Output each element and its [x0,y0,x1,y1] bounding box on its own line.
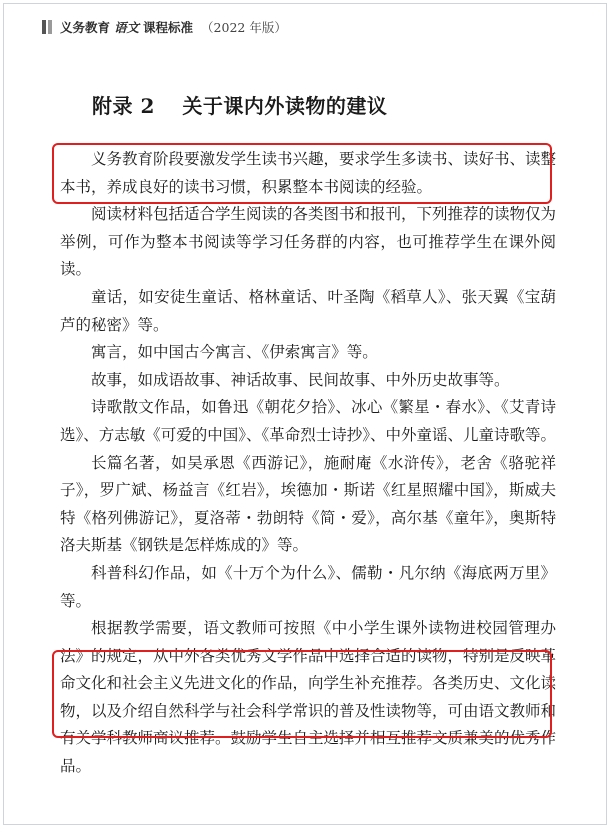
paragraph: 义务教育阶段要激发学生读书兴趣，要求学生多读书、读好书、读整本书，养成良好的读书习惯，积累整本书阅读的经验。 [60,150,557,196]
paragraph: 长篇名著，如吴承恩《西游记》，施耐庵《水浒传》，老舍《骆驼祥子》，罗广斌、杨益言《红岩》，埃德加・斯诺《红星照耀中国》，斯威夫特《格列佛游记》，夏洛蒂・勃朗特《简・爱》，高尔基《童年》，奥斯特洛夫斯基《钢铁是怎样炼成的》等。 [60,453,556,555]
header-edition: （2022 年版） [201,20,287,35]
paragraph: 诗歌散文作品，如鲁迅《朝花夕拾》、冰心《繁星・春水》、《艾青诗选》、方志敏《可爱的中国》、《革命烈士诗抄》、中外童谣、儿童诗歌等。 [60,398,557,444]
highlight-box-teacher-recommendation [52,650,552,738]
paragraph: 科普科幻作品，如《十万个为什么》、儒勒・凡尔纳《海底两万里》等。 [60,563,556,610]
header-subject: 语文 [114,20,140,35]
paragraph: 根据教学需要，语文教师可按照《中小学生课外读物进校园管理办法》的规定，从中外各类优秀文学作品中选择合适的读物，特别是反映革命文化和社会主义先进文化的作品，向学生补充推荐。各类历史、文化读物，以及介绍自然科学与社会科学常识的普及性读物等，可由语文教师和有关学科教师商议推荐。鼓励学生自主选择并相互推荐文质兼美的优秀作品。 [60,619,557,776]
header-book: 义务教育 [60,20,111,35]
running-header [42,18,287,36]
appendix-title-text: 关于课内外读物的建议 [182,94,388,118]
paragraph: 童话，如安徒生童话、格林童话、叶圣陶《稻草人》、张天翼《宝葫芦的秘密》等。 [60,287,556,334]
paragraph: 寓言，如中国古今寓言、《伊索寓言》等。 [91,343,378,362]
header-bar-light-icon [48,20,52,34]
paragraph: 阅读材料包括适合学生阅读的各类图书和报刊，下列推荐的读物仅为举例，可作为整本书阅读等学习任务群的内容，也可推荐学生在课外阅读。 [60,205,557,279]
paragraph: 故事，如成语故事、神话故事、民间故事、中外历史故事等。 [91,370,510,389]
header-standard: 课程标准 [143,20,194,35]
appendix-number: 附录 2 [92,94,155,118]
header-bar-icon [42,20,46,34]
appendix-title [92,90,387,119]
highlight-box-first-paragraph [52,143,552,204]
